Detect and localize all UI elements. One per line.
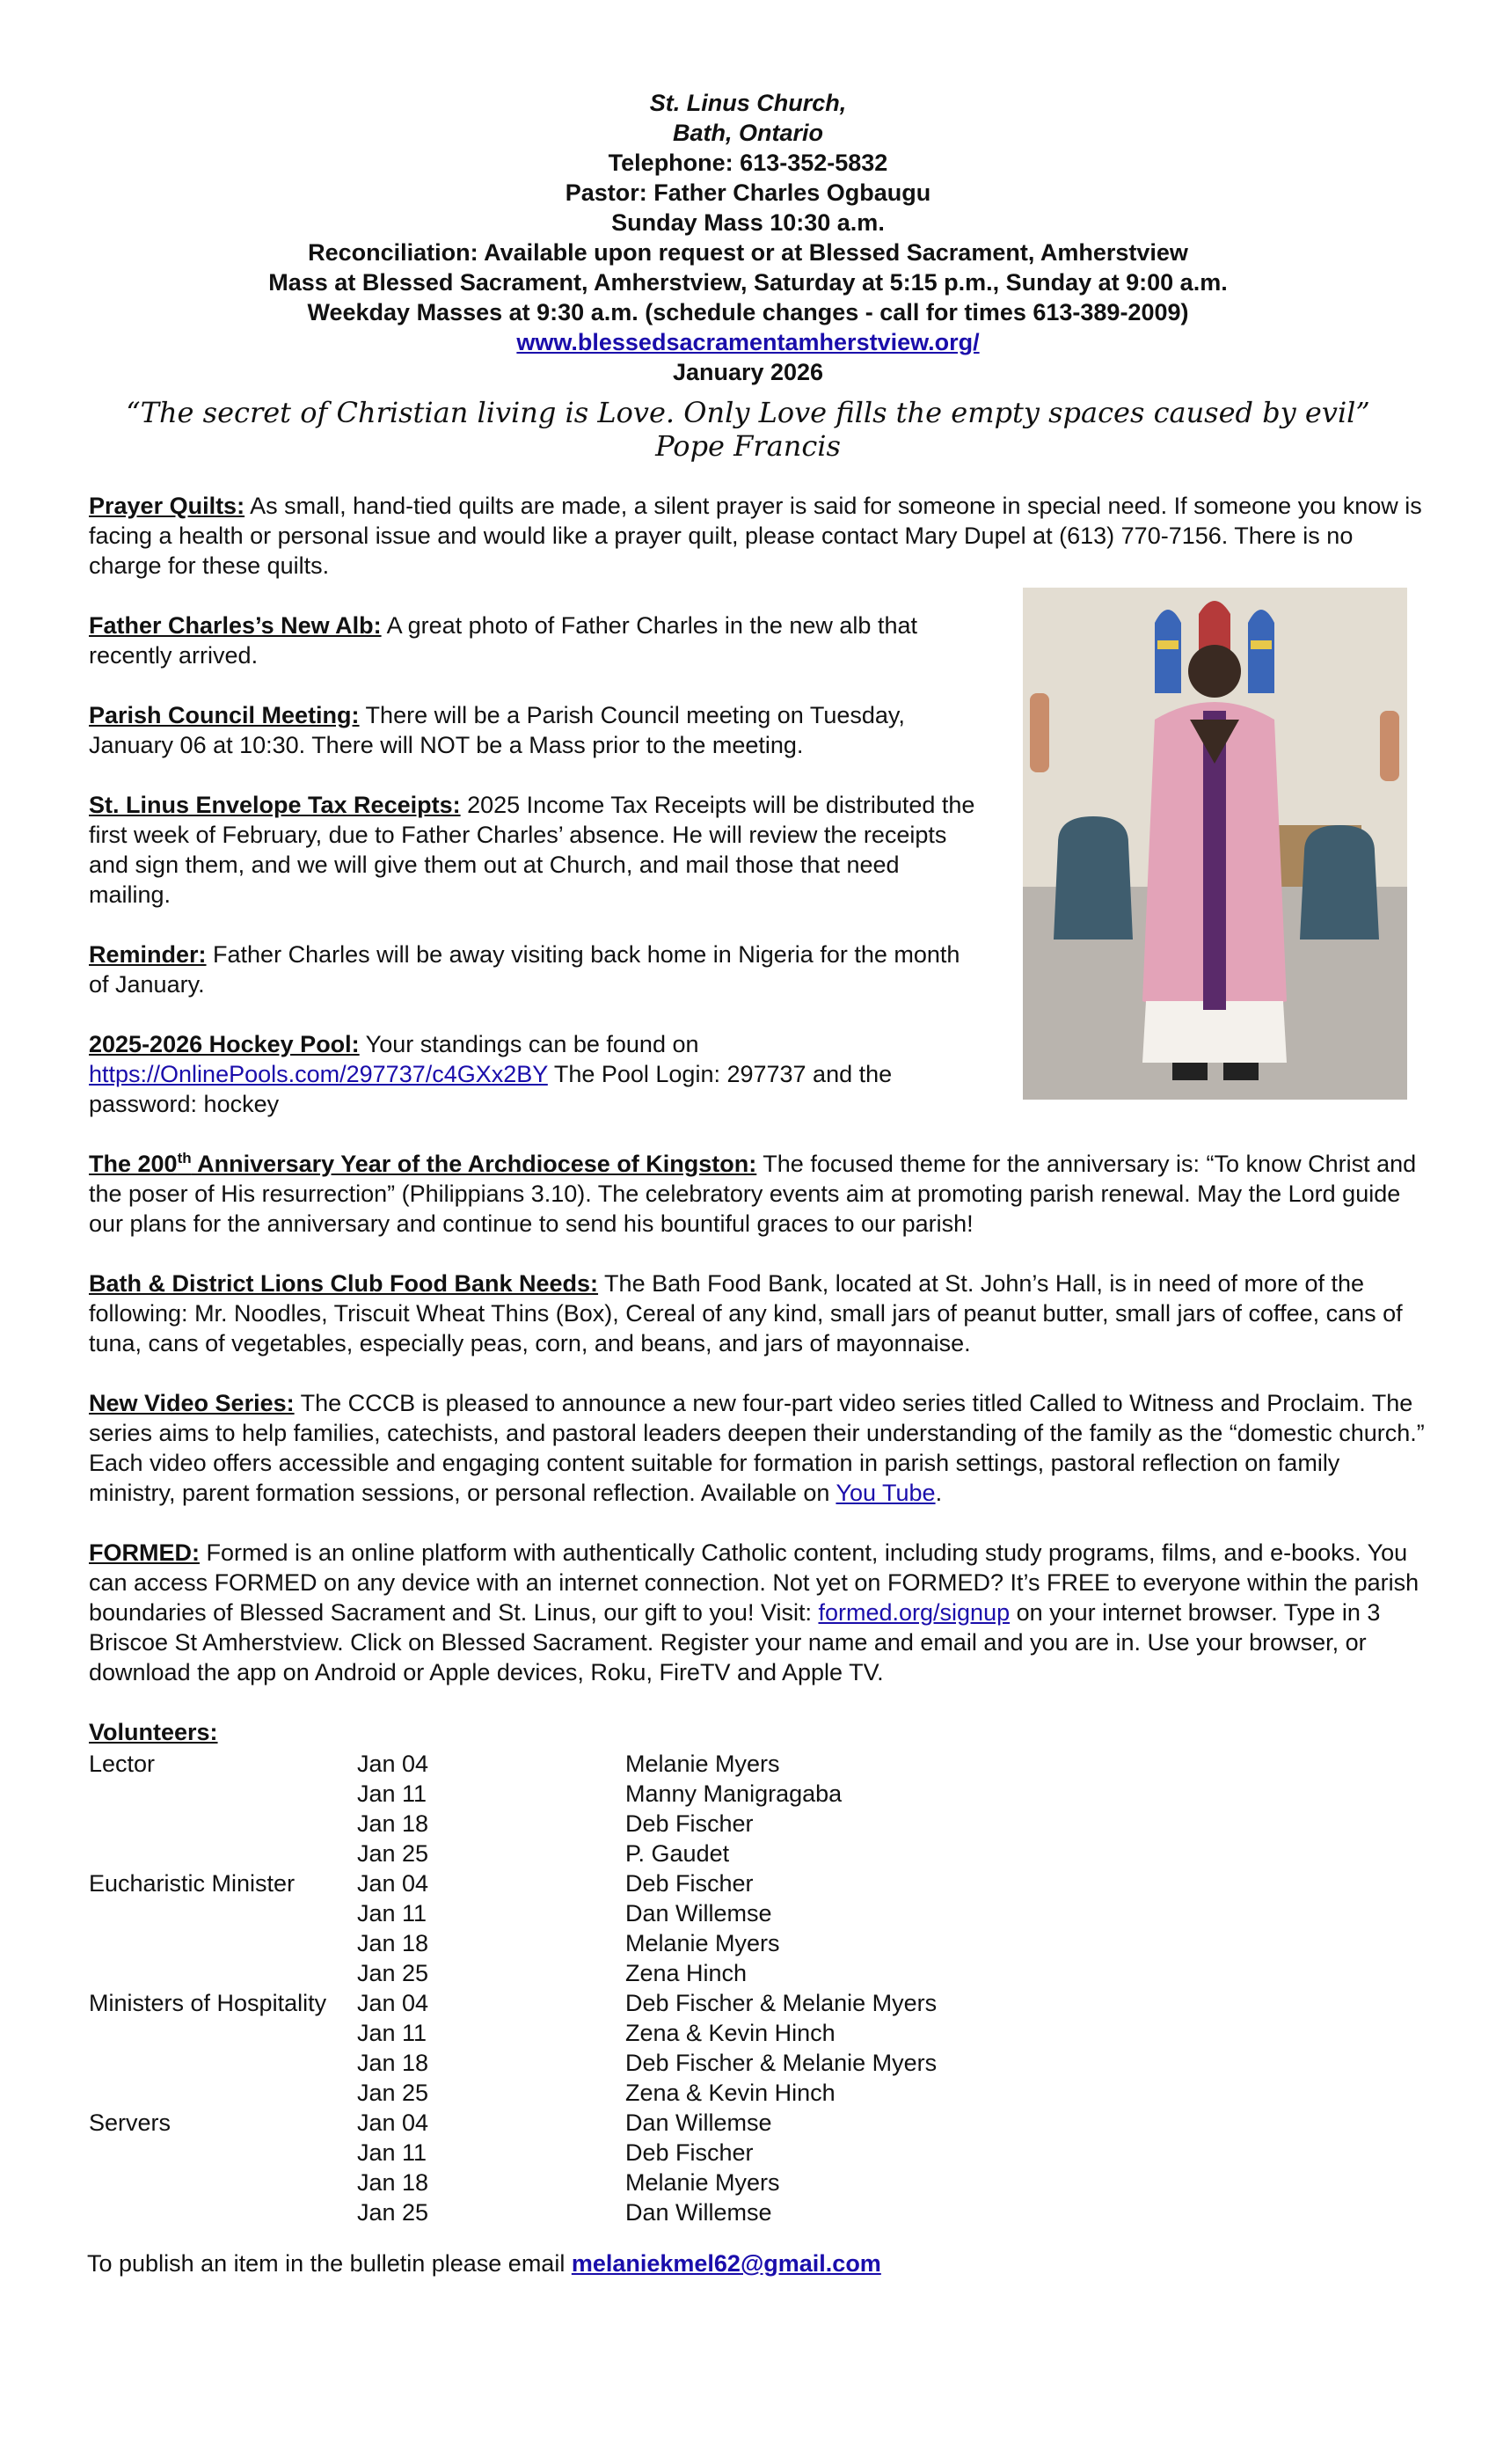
- volunteer-role: [89, 2168, 357, 2197]
- volunteer-date: Jan 04: [357, 2109, 429, 2136]
- prayer-quilts-section: Prayer Quilts: As small, hand-tied quilts are made, a silent prayer is said for someone in special need. If someone you know is facing a health or personal issue and would like a prayer quilt, please contact Mary Dupel at (613) 770-7156. There is no charge for these quilts.: [89, 493, 1422, 579]
- volunteer-name: Dan Willemse: [625, 1900, 772, 1927]
- volunteer-name: Deb Fischer & Melanie Myers: [625, 1990, 938, 2016]
- table-row: [89, 2138, 1056, 2168]
- church-location: Bath, Ontario: [672, 120, 823, 146]
- volunteer-date: Jan 18: [357, 2169, 429, 2196]
- section-title: New Video Series:: [89, 1390, 295, 1416]
- table-row: [89, 1958, 1056, 1988]
- new-alb-section: Father Charles’s New Alb: A great photo of Father Charles in the new alb that recently arrived.: [89, 612, 917, 669]
- table-row: [89, 1779, 1056, 1809]
- volunteer-role: [89, 2138, 357, 2168]
- church-name: St. Linus Church,: [649, 90, 847, 116]
- volunteer-role: [89, 1839, 357, 1868]
- volunteer-date: Jan 11: [357, 2020, 427, 2046]
- volunteer-role: [89, 1958, 357, 1988]
- volunteer-name: Melanie Myers: [625, 1930, 780, 1956]
- volunteers-table: [89, 1749, 1056, 2227]
- volunteer-role: Eucharistic Minister: [89, 1870, 296, 1897]
- volunteer-date: Jan 25: [357, 2199, 429, 2226]
- volunteer-role: [89, 1809, 357, 1839]
- section-title: FORMED:: [89, 1539, 200, 1566]
- quote-author: Pope Francis: [655, 429, 841, 463]
- bulletin-body: [89, 491, 1430, 2227]
- table-row: [89, 1809, 1056, 1839]
- volunteer-name: Deb Fischer: [625, 2139, 754, 2166]
- food-bank-section: Bath & District Lions Club Food Bank Needs: The Bath Food Bank, located at St. John’s Hall, is in need of more of the following: Mr. Noodles, Triscuit Wheat Thins (Box), Cereal of any kind, small jars of peanut butter, small jars of coffee, cans of tuna, cans of vegetables, especially peas, corn, and beans, and jars of mayonnaise.: [89, 1270, 1403, 1356]
- table-row: [89, 1928, 1056, 1958]
- hockey-pool-link[interactable]: https://OnlinePools.com/297737/c4GXx2BY: [89, 1061, 548, 1087]
- volunteer-date: Jan 25: [357, 1840, 429, 1867]
- volunteer-date: Jan 11: [357, 1900, 427, 1927]
- volunteer-date: Jan 04: [357, 1990, 429, 2016]
- section-title: St. Linus Envelope Tax Receipts:: [89, 792, 461, 818]
- volunteer-role: [89, 1779, 357, 1809]
- table-row: [89, 2108, 1056, 2138]
- volunteer-date: Jan 18: [357, 2050, 429, 2076]
- table-row: [89, 1988, 1056, 2018]
- volunteer-name: Deb Fischer: [625, 1810, 754, 1837]
- volunteer-name: Deb Fischer: [625, 1870, 754, 1897]
- table-row: [89, 2078, 1056, 2108]
- section-title: Reminder:: [89, 941, 207, 968]
- bulletin-header: [0, 88, 1496, 387]
- table-row: [89, 2048, 1056, 2078]
- volunteer-role: [89, 2018, 357, 2048]
- quote-text: “The secret of Christian living is Love. Only Love fills the empty spaces caused by evil”: [126, 396, 1370, 429]
- sunday-mass: Sunday Mass 10:30 a.m.: [611, 209, 885, 236]
- volunteer-role: [89, 1898, 357, 1928]
- section-title: Prayer Quilts:: [89, 493, 245, 519]
- section-title: 2025-2026 Hockey Pool:: [89, 1031, 360, 1057]
- section-title: Parish Council Meeting:: [89, 702, 360, 728]
- formed-section: FORMED: Formed is an online platform with authentically Catholic content, including study programs, films, and e-books. You can access FORMED on any device with an internet connection. Not yet on FORMED? It’s FREE to everyone within the parish boundaries of Blessed Sacrament and St. Linus, our gift to you! Visit: formed.org/signup on your internet browser. Type in 3 Briscoe St Amherstview. Click on Blessed Sacrament. Register your name and email and you are in. Use your browser, or download the app on Android or Apple devices, Roku, FireTV and Apple TV.: [89, 1539, 1419, 1685]
- table-row: [89, 1898, 1056, 1928]
- mass-blessed-sacrament: Mass at Blessed Sacrament, Amherstview, Saturday at 5:15 p.m., Sunday at 9:00 a.m.: [268, 269, 1228, 296]
- volunteer-role: Ministers of Hospitality: [89, 1990, 327, 2016]
- volunteer-name: Dan Willemse: [625, 2199, 772, 2226]
- volunteer-date: Jan 04: [357, 1751, 429, 1777]
- volunteer-name: Deb Fischer & Melanie Myers: [625, 2050, 938, 2076]
- volunteer-date: Jan 25: [357, 1960, 429, 1986]
- volunteer-date: Jan 18: [357, 1930, 429, 1956]
- volunteer-name: Manny Manigragaba: [625, 1780, 843, 1807]
- footer-note: To publish an item in the bulletin please email melaniekmel62@gmail.com: [87, 2250, 881, 2277]
- section-title: Bath & District Lions Club Food Bank Needs:: [89, 1270, 599, 1297]
- table-row: [89, 2168, 1056, 2197]
- volunteer-date: Jan 04: [357, 1870, 429, 1897]
- volunteer-name: Zena Hinch: [625, 1960, 748, 1986]
- volunteer-date: Jan 18: [357, 1810, 429, 1837]
- volunteer-name: Melanie Myers: [625, 2169, 780, 2196]
- volunteer-role: [89, 1928, 357, 1958]
- volunteer-role: [89, 2078, 357, 2108]
- quote-block: [0, 396, 1496, 463]
- volunteer-role: Servers: [89, 2109, 171, 2136]
- bulletin-date: January 2026: [672, 359, 824, 385]
- contact-email-link[interactable]: melaniekmel62@gmail.com: [571, 2250, 881, 2277]
- anniversary-section: The 200th Anniversary Year of the Archdiocese of Kingston: The focused theme for the anniversary is: “To know Christ and the poser of His resurrection” (Philippians 3.10). The celebratory events aim at promoting parish renewal. May the Lord guide our plans for the anniversary and continue to send his bountiful graces to our parish!: [89, 1150, 1417, 1237]
- table-row: [89, 2018, 1056, 2048]
- parish-council-section: Parish Council Meeting: There will be a Parish Council meeting on Tuesday, January 06 at 10:30. There will NOT be a Mass prior to the meeting.: [89, 702, 905, 758]
- volunteer-name: Zena & Kevin Hinch: [625, 2080, 836, 2106]
- volunteer-role: [89, 2048, 357, 2078]
- volunteer-date: Jan 11: [357, 1780, 427, 1807]
- telephone: Telephone: 613-352-5832: [608, 150, 888, 176]
- table-row: [89, 1868, 1056, 1898]
- section-title: Father Charles’s New Alb:: [89, 612, 382, 639]
- section-title: The 200th Anniversary Year of the Archdiocese of Kingston:: [89, 1150, 757, 1177]
- table-row: [89, 1839, 1056, 1868]
- formed-signup-link[interactable]: formed.org/signup: [818, 1599, 1011, 1626]
- website-link[interactable]: www.blessedsacramentamherstview.org/: [516, 329, 980, 355]
- table-row: [89, 1749, 1056, 1779]
- pastor: Pastor: Father Charles Ogbaugu: [565, 179, 931, 206]
- volunteer-name: P. Gaudet: [625, 1840, 730, 1867]
- video-series-section: New Video Series: The CCCB is pleased to announce a new four-part video series titled Called to Witness and Proclaim. The series aims to help families, catechists, and pastoral leaders deepen their understanding of the family as the “domestic church.” Each video offers accessible and engaging content suitable for formation in parish settings, pastoral reflection on family ministry, parent formation sessions, or personal reflection. Available on You Tube.: [89, 1390, 1425, 1506]
- volunteer-name: Zena & Kevin Hinch: [625, 2020, 836, 2046]
- table-row: [89, 2197, 1056, 2227]
- volunteer-role: Lector: [89, 1751, 156, 1777]
- reconciliation: Reconciliation: Available upon request or at Blessed Sacrament, Amherstview: [308, 239, 1188, 266]
- volunteer-name: Melanie Myers: [625, 1751, 780, 1777]
- reminder-section: Reminder: Father Charles will be away visiting back home in Nigeria for the month of January.: [89, 941, 960, 998]
- weekday-masses: Weekday Masses at 9:30 a.m. (schedule changes - call for times 613-389-2009): [307, 299, 1189, 325]
- volunteers-title: Volunteers:: [89, 1719, 218, 1745]
- tax-receipts-section: St. Linus Envelope Tax Receipts: 2025 Income Tax Receipts will be distributed the first week of February, due to Father Charles’ absence. He will review the receipts and sign them, and we will give them out at Church, and mail those that need mailing.: [89, 792, 975, 908]
- youtube-link[interactable]: You Tube: [836, 1480, 936, 1506]
- volunteer-date: Jan 25: [357, 2080, 429, 2106]
- volunteer-role: [89, 2197, 357, 2227]
- hockey-pool-section: 2025-2026 Hockey Pool: Your standings can be found on https://OnlinePools.com/297737/c4GXx2BY The Pool Login: 297737 and the password: hockey: [89, 1031, 893, 1117]
- volunteer-name: Dan Willemse: [625, 2109, 772, 2136]
- volunteer-date: Jan 11: [357, 2139, 427, 2166]
